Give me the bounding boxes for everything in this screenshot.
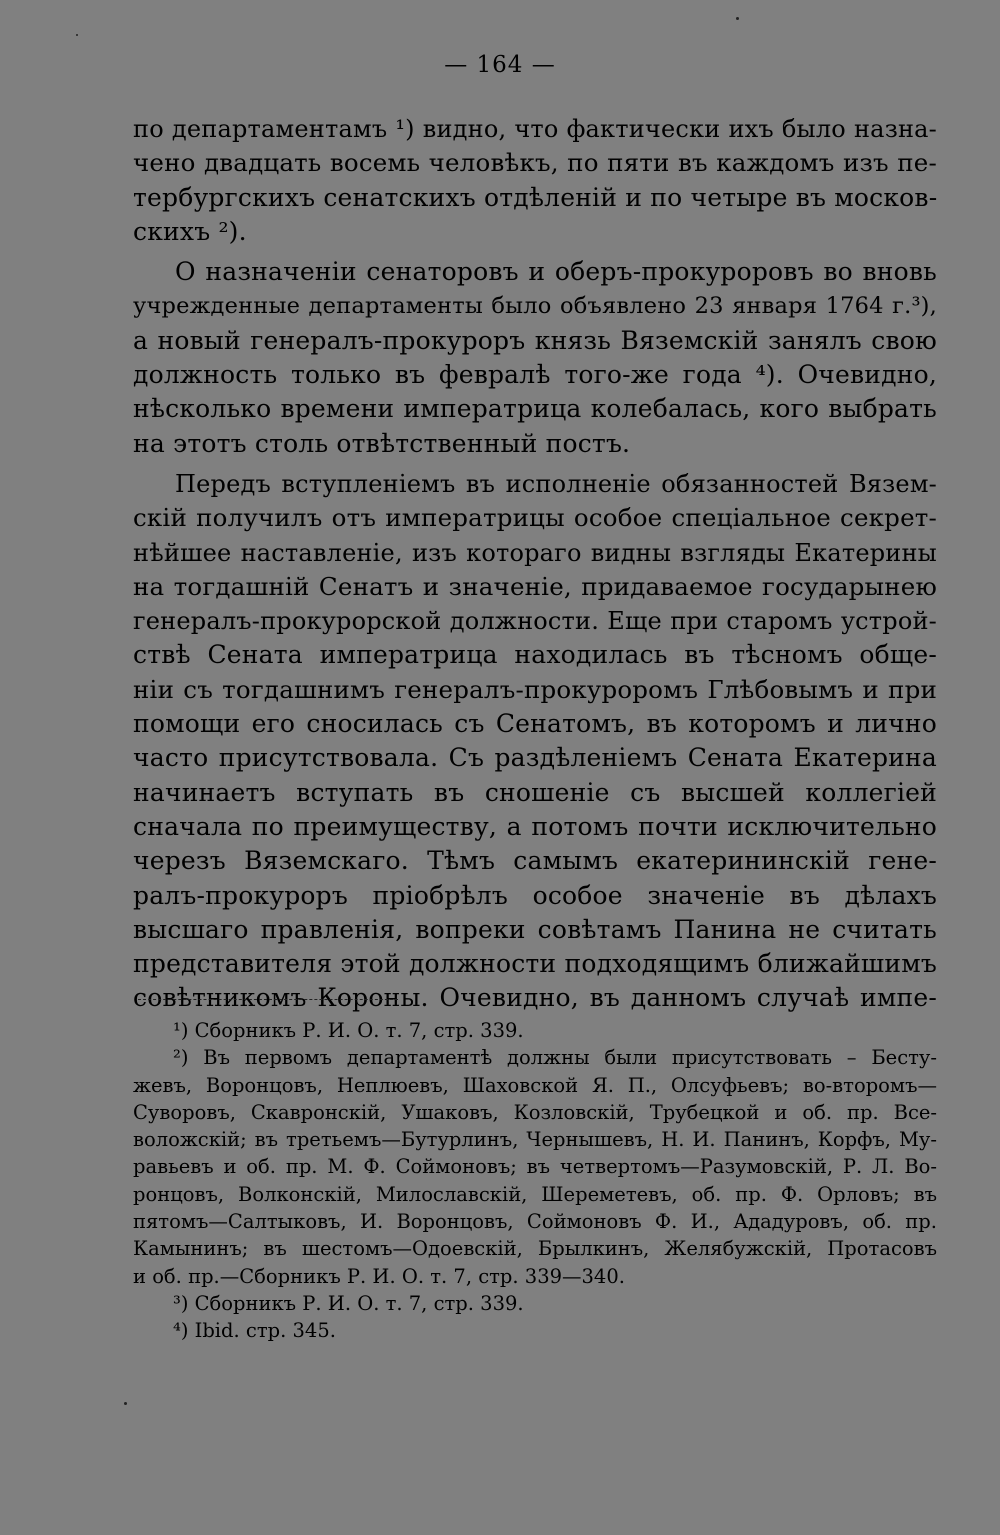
footnote-line: жевъ, Воронцовъ, Неплюевъ, Шаховской Я. П., Олсуфьевъ; во-второмъ—: [133, 1073, 937, 1097]
body-line: нѣйшее наставленіе, изъ котораго видны взгляды Екатерины: [133, 538, 937, 567]
body-line: высшаго правленія, вопреки совѣтамъ Панина не считать: [133, 914, 937, 944]
footnote-line: ⁴) Ibid. стр. 345.: [173, 1319, 336, 1343]
body-line: представителя этой должности подходящимъ ближайшимъ: [133, 949, 937, 979]
body-line: ствѣ Сената императрица находилась въ тѣсномъ обще-: [133, 640, 937, 670]
footnote-divider: [138, 999, 398, 1000]
body-line: генералъ-прокурорской должности. Еще при старомъ устрой-: [133, 607, 937, 636]
body-line: начинаетъ вступать въ сношеніе съ высшей коллегіей: [133, 777, 937, 807]
body-line: скихъ ²).: [133, 216, 247, 246]
body-line: чено двадцать восемь человѣкъ, по пяти въ каждомъ изъ пе-: [133, 148, 937, 178]
body-line: а новый генералъ-прокуроръ князь Вяземскій занялъ свою: [133, 325, 937, 355]
body-line: черезъ Вяземскаго. Тѣмъ самымъ екатерининскій гене-: [133, 846, 937, 876]
footnote-line: воложскій; въ третьемъ—Бутурлинъ, Чернышевъ, Н. И. Панинъ, Корфъ, Му-: [133, 1128, 937, 1152]
body-line: скій получилъ отъ императрицы особое спеціальное секрет-: [133, 503, 937, 533]
body-line: Передъ вступленіемъ въ исполненіе обязанностей Вязем-: [175, 469, 937, 498]
page-number: — 164 —: [444, 52, 556, 78]
footnote-line: ¹) Сборникъ Р. И. О. т. 7, стр. 339.: [173, 1019, 524, 1042]
body-line: нѣсколько времени императрица колебалась, кого выбрать: [133, 394, 937, 424]
body-line: должность только въ февралѣ того-же года ⁴). Очевидно,: [133, 360, 937, 390]
body-line: часто присутствовала. Съ раздѣленіемъ Сената Екатерина: [133, 743, 937, 773]
body-line: О назначеніи сенаторовъ и оберъ-прокуроровъ во вновь: [175, 257, 937, 287]
scan-speck: [736, 17, 739, 20]
footnote-line: и об. пр.—Сборникъ Р. И. О. т. 7, стр. 339—340.: [133, 1264, 625, 1288]
body-line: сначала по преимуществу, а потомъ почти исключительно: [133, 811, 937, 841]
body-line: на тогдашній Сенатъ и значеніе, придаваемое государынею: [133, 571, 937, 601]
scan-speck: [76, 34, 78, 36]
body-line: по департаментамъ ¹) видно, что фактически ихъ было назна-: [133, 115, 937, 143]
footnote-line: ³) Сборникъ Р. И. О. т. 7, стр. 339.: [173, 1291, 524, 1315]
footnote-line: пятомъ—Салтыковъ, И. Воронцовъ, Соймоновъ Ф. И., Ададуровъ, об. пр.: [133, 1210, 937, 1234]
body-line: тербургскихъ сенатскихъ отдѣленій и по четыре въ москов-: [133, 182, 938, 212]
scan-speck: [124, 1402, 127, 1405]
body-text: [133, 112, 937, 1016]
body-line: на этотъ столь отвѣтственный постъ.: [133, 428, 631, 458]
body-line: помощи его сносилась съ Сенатомъ, въ которомъ и лично: [133, 709, 937, 739]
footnote-line: ²) Въ первомъ департаментѣ должны были присутствовать – Бесту-: [173, 1046, 937, 1070]
footnote-line: Суворовъ, Скавронскій, Ушаковъ, Козловскій, Трубецкой и об. пр. Все-: [133, 1100, 937, 1124]
body-line: ніи съ тогдашнимъ генералъ-прокуроромъ Глѣбовымъ и при: [133, 674, 937, 704]
body-line: учрежденные департаменты было объявлено 23 января 1764 г.³),: [133, 293, 937, 320]
body-line: ралъ-прокуроръ пріобрѣлъ особое значеніе въ дѣлахъ: [133, 880, 937, 910]
footnotes: [133, 1017, 937, 1345]
footnote-line: ронцовъ, Волконскій, Милославскій, Шереметевъ, об. пр. Ф. Орловъ; въ: [133, 1182, 937, 1206]
footnote-line: равьевъ и об. пр. М. Ф. Соймоновъ; въ четвертомъ—Разумовскій, Р. Л. Во-: [133, 1155, 937, 1179]
footnote-line: Камынинъ; въ шестомъ—Одоевскій, Брылкинъ, Желябужскій, Протасовъ: [133, 1237, 937, 1261]
body-line: совѣтникомъ Короны. Очевидно, въ данномъ случаѣ импе-: [133, 983, 937, 1013]
